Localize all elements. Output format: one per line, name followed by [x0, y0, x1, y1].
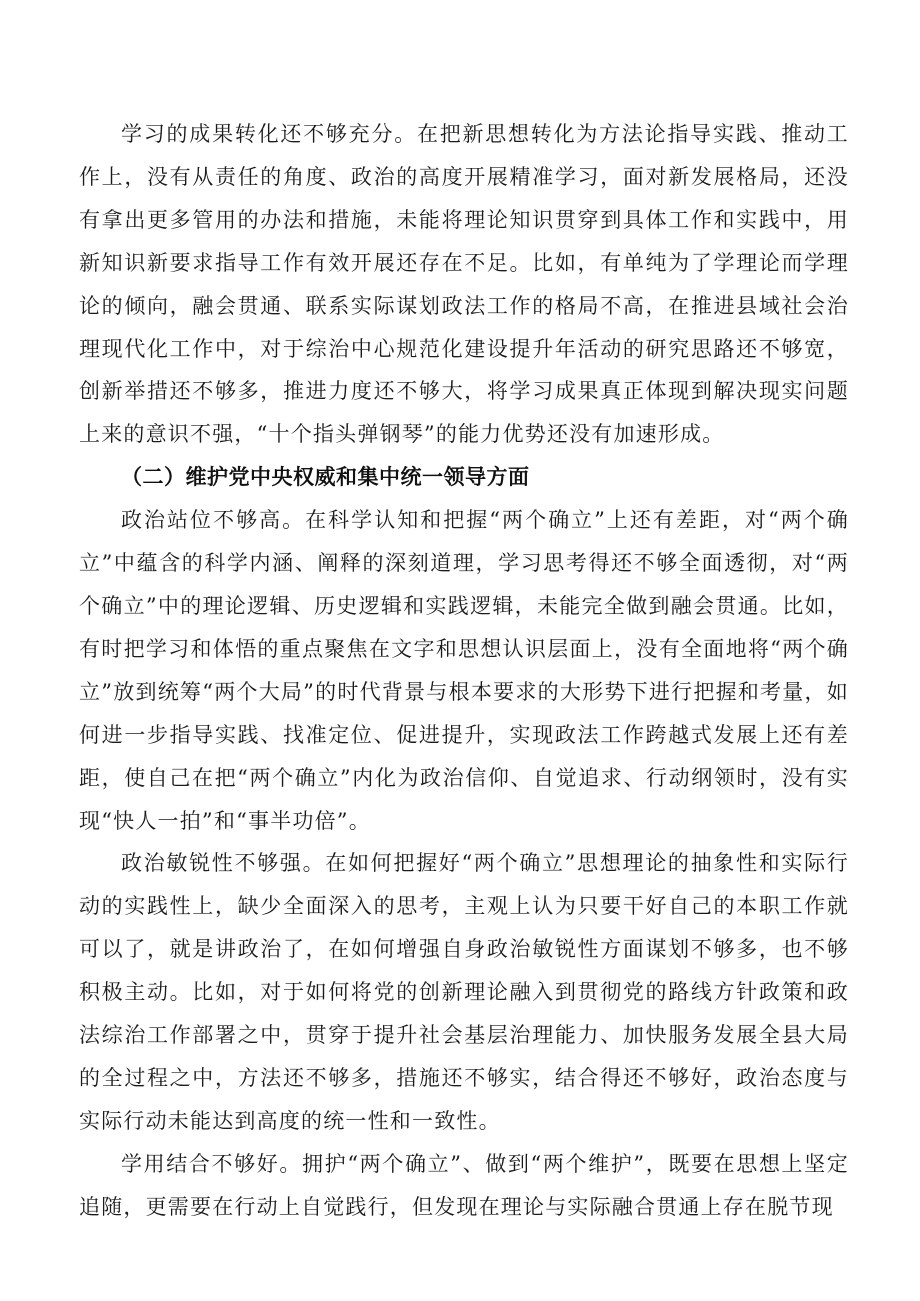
- paragraph-political-standing: 政治站位不够高。在科学认知和把握“两个确立”上还有差距，对“两个确立”中蕴含的科学内涵、阐释的深刻道理，学习思考得还不够全面透彻，对“两个确立”中的理论逻辑、历史逻辑和实践逻辑，未能完全做到融会贯通。比如，有时把学习和体悟的重点聚焦在文字和思想认识层面上，没有全面地将“两个确立”放到统筹“两个大局”的时代背景与根本要求的大形势下进行把握和考量，如何进一步指导实践、找准定位、促进提升，实现政法工作跨越式发展上还有差距，使自己在把“两个确立”内化为政治信仰、自觉追求、行动纲领时，没有实现“快人一拍”和“事半功倍”。: [79, 508, 849, 833]
- paragraph-study-results: 学习的成果转化还不够充分。在把新思想转化为方法论指导实践、推动工作上，没有从责任的角度、政治的高度开展精准学习，面对新发展格局，还没有拿出更多管用的办法和措施，未能将理论知识贯穿到具体工作和实践中，用新知识新要求指导工作有效开展还存在不足。比如，有单纯为了学理论而学理论的倾向，融会贯通、联系实际谋划政法工作的格局不高，在推进县域社会治理现代化工作中，对于综治中心规范化建设提升年活动的研究思路还不够宽，创新举措还不够多，推进力度还不够大，将学习成果真正体现到解决现实问题上来的意识不强，“十个指头弹钢琴”的能力优势还没有加速形成。: [79, 122, 849, 447]
- paragraph-political-sensitivity: 政治敏锐性不够强。在如何把握好“两个确立”思想理论的抽象性和实际行动的实践性上，缺少全面深入的思考，主观上认为只要干好自己的本职工作就可以了，就是讲政治了，在如何增强自身政治敏锐性方面谋划不够多，也不够积极主动。比如，对于如何将党的创新理论融入到贯彻党的路线方针政策和政法综治工作部署之中，贯穿于提升社会基层治理能力、加快服务发展全县大局的全过程之中，方法还不够多，措施还不够实，结合得还不够好，政治态度与实际行动未能达到高度的统一性和一致性。: [79, 851, 849, 1133]
- document-body: [79, 113, 849, 1229]
- paragraph-theory-practice: 学用结合不够好。拥护“两个确立”、做到“两个维护”，既要在思想上坚定追随，更需要在行动上自觉践行，但发现在理论与实际融合贯通上存在脱节现: [79, 1151, 849, 1219]
- section-heading: （二）维护党中央权威和集中统一领导方面: [121, 465, 530, 490]
